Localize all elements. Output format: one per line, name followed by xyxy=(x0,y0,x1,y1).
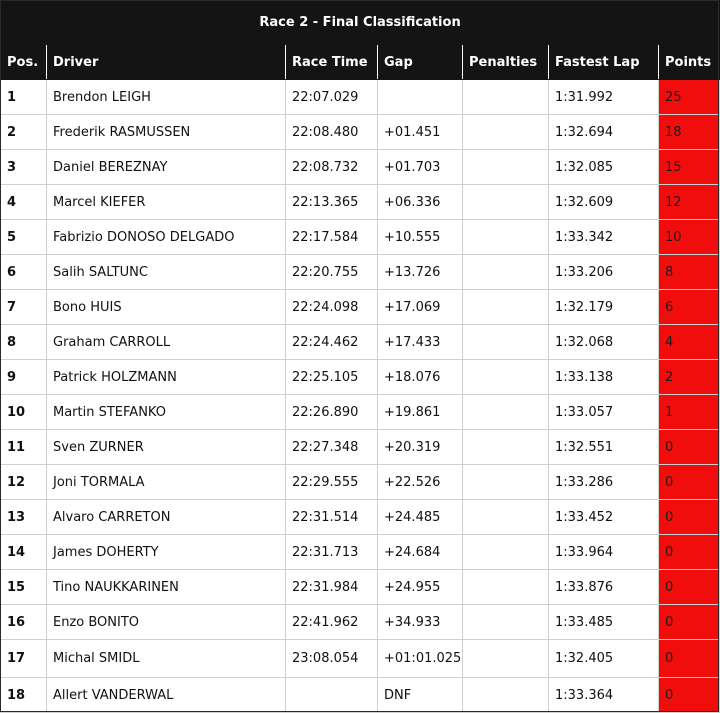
cell-gap: +18.076 xyxy=(378,360,463,395)
table-row xyxy=(1,395,720,430)
cell-pos: 12 xyxy=(1,465,47,500)
cell-fastest-lap: 1:33.057 xyxy=(549,395,659,430)
cell-driver: Bono HUIS xyxy=(47,290,286,325)
cell-pos: 14 xyxy=(1,535,47,570)
cell-penalties xyxy=(463,150,549,185)
cell-penalties xyxy=(463,255,549,290)
cell-points: 15 xyxy=(659,150,720,185)
cell-gap: +01.451 xyxy=(378,115,463,150)
table-row xyxy=(1,535,720,570)
header-row xyxy=(1,45,720,80)
cell-penalties xyxy=(463,605,549,640)
cell-driver: Allert VANDERWAL xyxy=(47,678,286,713)
cell-penalties xyxy=(463,465,549,500)
cell-fastest-lap: 1:33.138 xyxy=(549,360,659,395)
cell-gap: +24.955 xyxy=(378,570,463,605)
cell-fastest-lap: 1:32.694 xyxy=(549,115,659,150)
cell-driver: Enzo BONITO xyxy=(47,605,286,640)
cell-fastest-lap: 1:32.609 xyxy=(549,185,659,220)
cell-pos: 8 xyxy=(1,325,47,360)
cell-driver: Frederik RASMUSSEN xyxy=(47,115,286,150)
cell-penalties xyxy=(463,185,549,220)
cell-points: 6 xyxy=(659,290,720,325)
cell-gap: +13.726 xyxy=(378,255,463,290)
cell-pos: 15 xyxy=(1,570,47,605)
table-row xyxy=(1,80,720,115)
cell-points: 0 xyxy=(659,605,720,640)
cell-race-time: 22:31.984 xyxy=(286,570,378,605)
table-row xyxy=(1,360,720,395)
cell-race-time: 22:41.962 xyxy=(286,605,378,640)
cell-penalties xyxy=(463,220,549,255)
cell-points: 12 xyxy=(659,185,720,220)
table-row xyxy=(1,570,720,605)
cell-race-time: 22:26.890 xyxy=(286,395,378,430)
cell-points: 10 xyxy=(659,220,720,255)
cell-pos: 17 xyxy=(1,640,47,678)
table-row xyxy=(1,185,720,220)
cell-race-time: 22:25.105 xyxy=(286,360,378,395)
cell-pos: 5 xyxy=(1,220,47,255)
cell-fastest-lap: 1:31.992 xyxy=(549,80,659,115)
title-row xyxy=(1,1,720,45)
cell-fastest-lap: 1:33.452 xyxy=(549,500,659,535)
cell-race-time: 22:08.480 xyxy=(286,115,378,150)
cell-fastest-lap: 1:32.405 xyxy=(549,640,659,678)
cell-penalties xyxy=(463,80,549,115)
cell-gap: +17.069 xyxy=(378,290,463,325)
cell-points: 8 xyxy=(659,255,720,290)
cell-pos: 9 xyxy=(1,360,47,395)
cell-gap: DNF xyxy=(378,678,463,713)
table-row xyxy=(1,640,720,678)
table-row xyxy=(1,150,720,185)
cell-points: 4 xyxy=(659,325,720,360)
cell-race-time xyxy=(286,678,378,713)
cell-penalties xyxy=(463,535,549,570)
cell-race-time: 22:27.348 xyxy=(286,430,378,465)
cell-penalties xyxy=(463,115,549,150)
table-row xyxy=(1,255,720,290)
cell-points: 25 xyxy=(659,80,720,115)
cell-points: 0 xyxy=(659,465,720,500)
cell-driver: Marcel KIEFER xyxy=(47,185,286,220)
col-header-driver: Driver xyxy=(47,45,286,80)
cell-race-time: 22:17.584 xyxy=(286,220,378,255)
cell-race-time: 23:08.054 xyxy=(286,640,378,678)
col-header-pos: Pos. xyxy=(1,45,47,80)
col-header-points: Points xyxy=(659,45,720,80)
cell-race-time: 22:24.462 xyxy=(286,325,378,360)
cell-driver: Joni TORMALA xyxy=(47,465,286,500)
cell-penalties xyxy=(463,325,549,360)
cell-penalties xyxy=(463,290,549,325)
table-body xyxy=(1,80,720,713)
cell-driver: Brendon LEIGH xyxy=(47,80,286,115)
cell-pos: 11 xyxy=(1,430,47,465)
table-row xyxy=(1,465,720,500)
cell-gap: +01:01.025 xyxy=(378,640,463,678)
cell-race-time: 22:07.029 xyxy=(286,80,378,115)
table-row xyxy=(1,290,720,325)
cell-penalties xyxy=(463,678,549,713)
table-row xyxy=(1,115,720,150)
cell-penalties xyxy=(463,430,549,465)
cell-gap: +20.319 xyxy=(378,430,463,465)
cell-driver: James DOHERTY xyxy=(47,535,286,570)
cell-gap: +10.555 xyxy=(378,220,463,255)
col-header-gap: Gap xyxy=(378,45,463,80)
cell-driver: Michal SMIDL xyxy=(47,640,286,678)
col-header-penalties: Penalties xyxy=(463,45,549,80)
cell-fastest-lap: 1:32.551 xyxy=(549,430,659,465)
cell-points: 0 xyxy=(659,430,720,465)
cell-points: 0 xyxy=(659,500,720,535)
table-row xyxy=(1,220,720,255)
col-header-race-time: Race Time xyxy=(286,45,378,80)
cell-points: 1 xyxy=(659,395,720,430)
cell-points: 0 xyxy=(659,570,720,605)
table-row xyxy=(1,325,720,360)
table-row xyxy=(1,605,720,640)
cell-gap: +24.485 xyxy=(378,500,463,535)
cell-fastest-lap: 1:33.364 xyxy=(549,678,659,713)
cell-gap: +19.861 xyxy=(378,395,463,430)
cell-pos: 4 xyxy=(1,185,47,220)
cell-driver: Fabrizio DONOSO DELGADO xyxy=(47,220,286,255)
cell-pos: 3 xyxy=(1,150,47,185)
cell-gap: +24.684 xyxy=(378,535,463,570)
cell-driver: Daniel BEREZNAY xyxy=(47,150,286,185)
table-row xyxy=(1,500,720,535)
cell-pos: 16 xyxy=(1,605,47,640)
cell-driver: Graham CARROLL xyxy=(47,325,286,360)
cell-fastest-lap: 1:33.964 xyxy=(549,535,659,570)
cell-pos: 1 xyxy=(1,80,47,115)
table-row xyxy=(1,678,720,713)
cell-fastest-lap: 1:33.286 xyxy=(549,465,659,500)
cell-points: 18 xyxy=(659,115,720,150)
cell-penalties xyxy=(463,360,549,395)
cell-pos: 18 xyxy=(1,678,47,713)
cell-penalties xyxy=(463,395,549,430)
table-row xyxy=(1,430,720,465)
cell-race-time: 22:29.555 xyxy=(286,465,378,500)
cell-fastest-lap: 1:32.068 xyxy=(549,325,659,360)
cell-points: 0 xyxy=(659,535,720,570)
cell-race-time: 22:13.365 xyxy=(286,185,378,220)
cell-race-time: 22:20.755 xyxy=(286,255,378,290)
cell-race-time: 22:31.514 xyxy=(286,500,378,535)
cell-fastest-lap: 1:33.342 xyxy=(549,220,659,255)
cell-gap: +34.933 xyxy=(378,605,463,640)
cell-pos: 2 xyxy=(1,115,47,150)
cell-driver: Tino NAUKKARINEN xyxy=(47,570,286,605)
cell-penalties xyxy=(463,570,549,605)
cell-driver: Martin STEFANKO xyxy=(47,395,286,430)
cell-fastest-lap: 1:32.179 xyxy=(549,290,659,325)
cell-driver: Sven ZURNER xyxy=(47,430,286,465)
cell-gap: +22.526 xyxy=(378,465,463,500)
cell-penalties xyxy=(463,500,549,535)
cell-race-time: 22:24.098 xyxy=(286,290,378,325)
cell-penalties xyxy=(463,640,549,678)
cell-pos: 6 xyxy=(1,255,47,290)
cell-driver: Patrick HOLZMANN xyxy=(47,360,286,395)
cell-gap: +17.433 xyxy=(378,325,463,360)
cell-gap: +01.703 xyxy=(378,150,463,185)
cell-pos: 7 xyxy=(1,290,47,325)
table-title: Race 2 - Final Classification xyxy=(1,1,720,45)
cell-pos: 13 xyxy=(1,500,47,535)
cell-race-time: 22:31.713 xyxy=(286,535,378,570)
cell-race-time: 22:08.732 xyxy=(286,150,378,185)
cell-driver: Salih SALTUNC xyxy=(47,255,286,290)
cell-fastest-lap: 1:33.876 xyxy=(549,570,659,605)
col-header-fastest-lap: Fastest Lap xyxy=(549,45,659,80)
cell-gap xyxy=(378,80,463,115)
cell-driver: Alvaro CARRETON xyxy=(47,500,286,535)
cell-gap: +06.336 xyxy=(378,185,463,220)
cell-fastest-lap: 1:33.485 xyxy=(549,605,659,640)
cell-points: 2 xyxy=(659,360,720,395)
cell-points: 0 xyxy=(659,640,720,678)
cell-pos: 10 xyxy=(1,395,47,430)
cell-points: 0 xyxy=(659,678,720,713)
cell-fastest-lap: 1:32.085 xyxy=(549,150,659,185)
cell-fastest-lap: 1:33.206 xyxy=(549,255,659,290)
